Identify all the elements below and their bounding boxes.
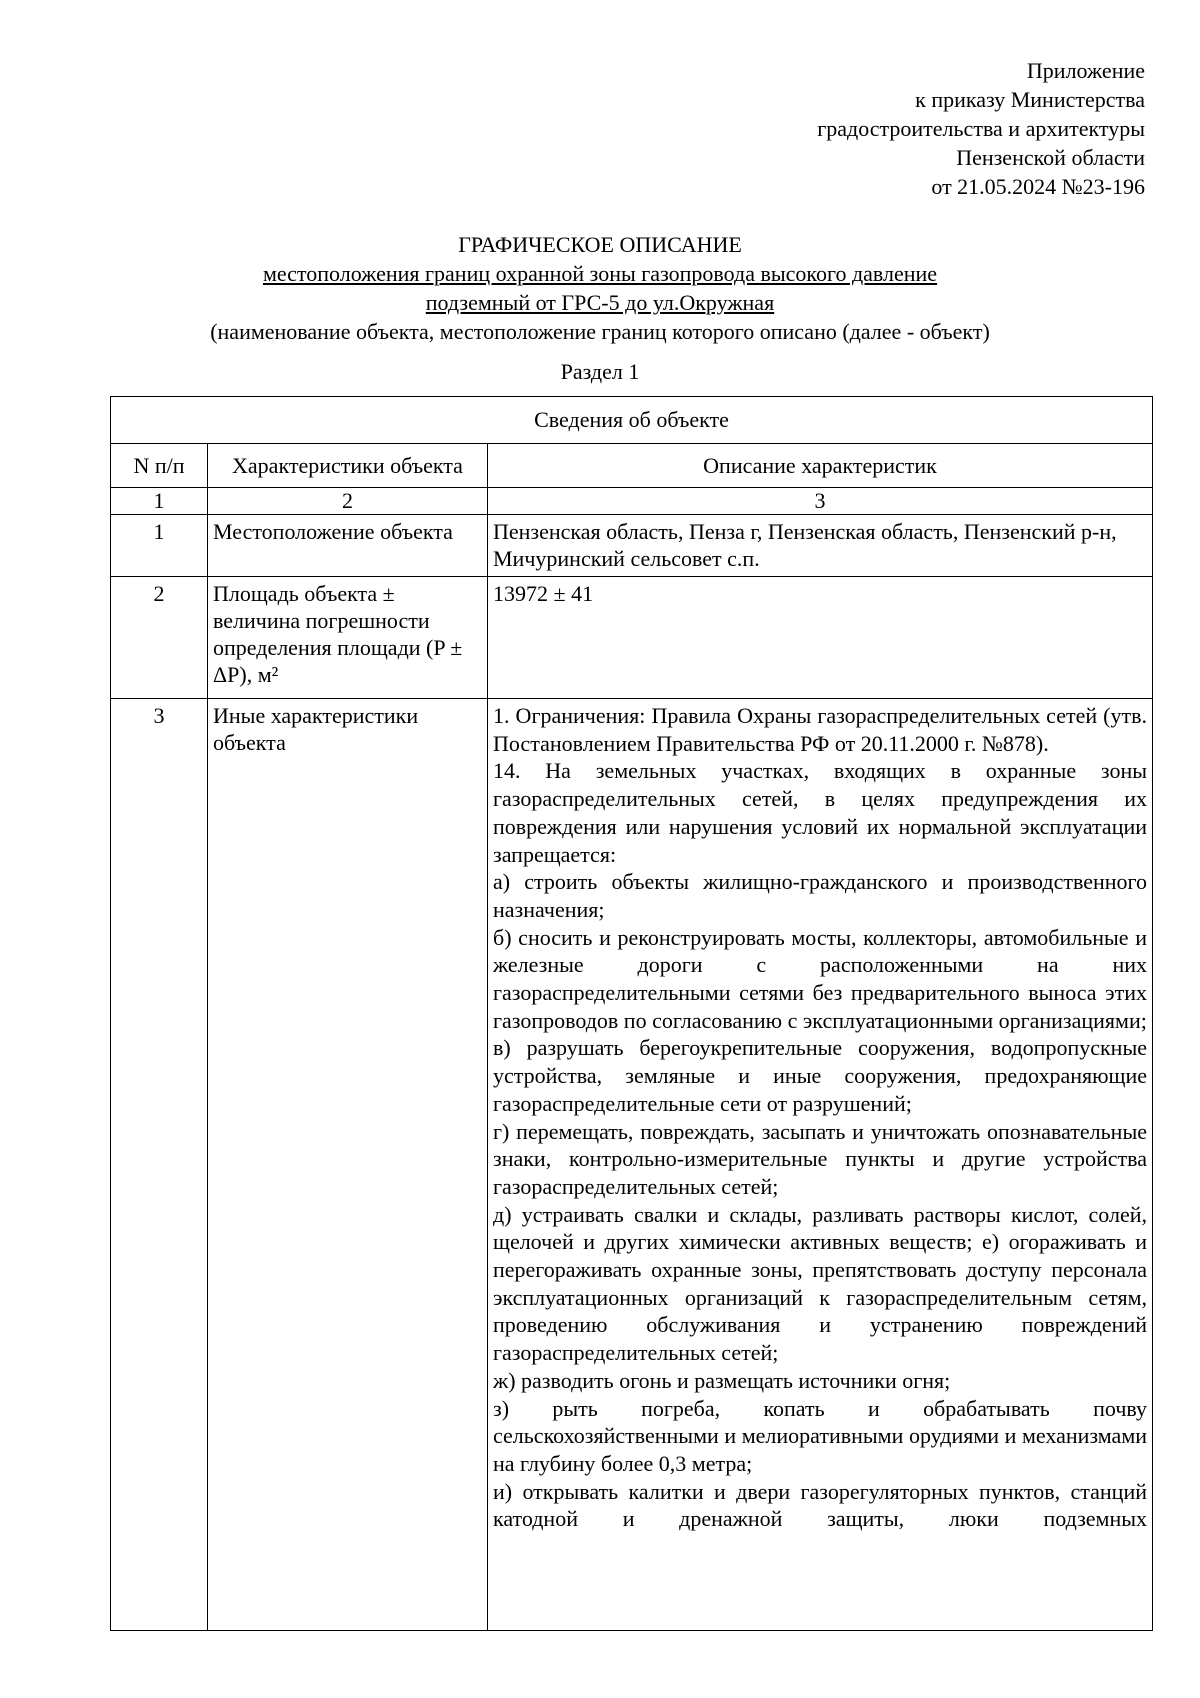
row-value: 13972 ± 41 [488,577,1153,699]
table-header-row [111,444,1153,488]
table-caption: Сведения об объекте [111,397,1153,444]
header-line: Приложение [1026,58,1145,83]
restriction-paragraph: ж) разводить огонь и размещать источники огня; [493,1367,951,1393]
table-row [111,699,1153,1631]
object-name-line-1: местоположения границ охранной зоны газопровода высокого давление [262,261,938,286]
row-number: 2 [111,577,208,699]
row-value: Пензенская область, Пенза г, Пензенская область, Пензенский р-н, Мичуринский сельсовет с.п. [488,515,1153,577]
restriction-paragraph: 1. Ограничения: Правила Охраны газораспределительных сетей (утв. Постановлением Правительства РФ от 20.11.2000 г. №878). [493,703,1148,756]
header-line: от 21.05.2024 №23-196 [931,174,1145,199]
restriction-paragraph: в) разрушать берегоукрепительные сооружения, водопропускные устройства, земляные и иные сооружения, предохраняющие газораспределительные сети от разрушений; [493,1035,1148,1116]
header-line: градостроительства и архитектуры [817,116,1145,141]
row-number: 3 [111,699,208,1631]
row-characteristic: Местоположение объекта [208,515,488,577]
document-title-block [0,230,1200,346]
restriction-paragraph: д) устраивать свалки и склады, разливать растворы кислот, солей, щелочей и других химически активных веществ; е) огораживать и перегораживать охранные зоны, препятствовать доступу персонала эксплуатационных организаций к газораспределительным сетям, проведению обслуживания и устранению повреждений газораспределительных сетей; [493,1201,1148,1366]
document-title: ГРАФИЧЕСКОЕ ОПИСАНИЕ [458,232,742,257]
restriction-paragraph: и) открывать калитки и двери газорегуляторных пунктов, станций катодной и дренажной защиты, люки подземных [493,1478,1148,1532]
column-number: 2 [208,488,488,515]
section-title: Раздел 1 [560,359,640,384]
column-number: 1 [111,488,208,515]
header-characteristic: Характеристики объекта [208,444,488,488]
table-row [111,515,1153,577]
row-number: 1 [111,515,208,577]
row-characteristic: Иные характеристики объекта [208,699,488,1631]
column-number: 3 [488,488,1153,515]
header-number: N п/п [111,444,208,488]
table-caption-row [111,397,1153,444]
restriction-paragraph: з) рыть погреба, копать и обрабатывать почву сельскохозяйственными и мелиоративными орудиями и механизмами на глубину более 0,3 метра; [493,1395,1148,1476]
restriction-paragraph: а) строить объекты жилищно-гражданского и производственного назначения; [493,869,1148,922]
restriction-paragraph: г) перемещать, повреждать, засыпать и уничтожать опознавательные знаки, контрольно-измерительные пункты и другие устройства газораспределительных сетей; [493,1118,1148,1199]
object-name-caption: (наименование объекта, местоположение границ которого описано (далее - объект) [210,319,990,344]
table-row [111,577,1153,699]
header-line: Пензенской области [956,145,1145,170]
header-description: Описание характеристик [488,444,1153,488]
header-line: к приказу Министерства [915,87,1145,112]
row-characteristic: Площадь объекта ± величина погрешности определения площади (P ± ΔP), м² [208,577,488,699]
object-name-line-2: подземный от ГРС-5 до ул.Окружная [425,290,775,315]
row-value-restrictions [488,699,1153,1631]
object-info-table [110,396,1153,1631]
restriction-paragraph: б) сносить и реконструировать мосты, коллекторы, автомобильные и железные дороги с расположенными на них газораспределительными сетями без предварительного выноса этих газопроводов по согласованию с эксплуатационными организациями; [493,924,1148,1033]
column-number-row [111,488,1153,515]
appendix-header [817,56,1145,201]
restriction-paragraph: 14. На земельных участках, входящих в охранные зоны газораспределительных сетей, в целях предупреждения их повреждения или нарушения условий их нормальной эксплуатации запрещается: [493,758,1148,867]
